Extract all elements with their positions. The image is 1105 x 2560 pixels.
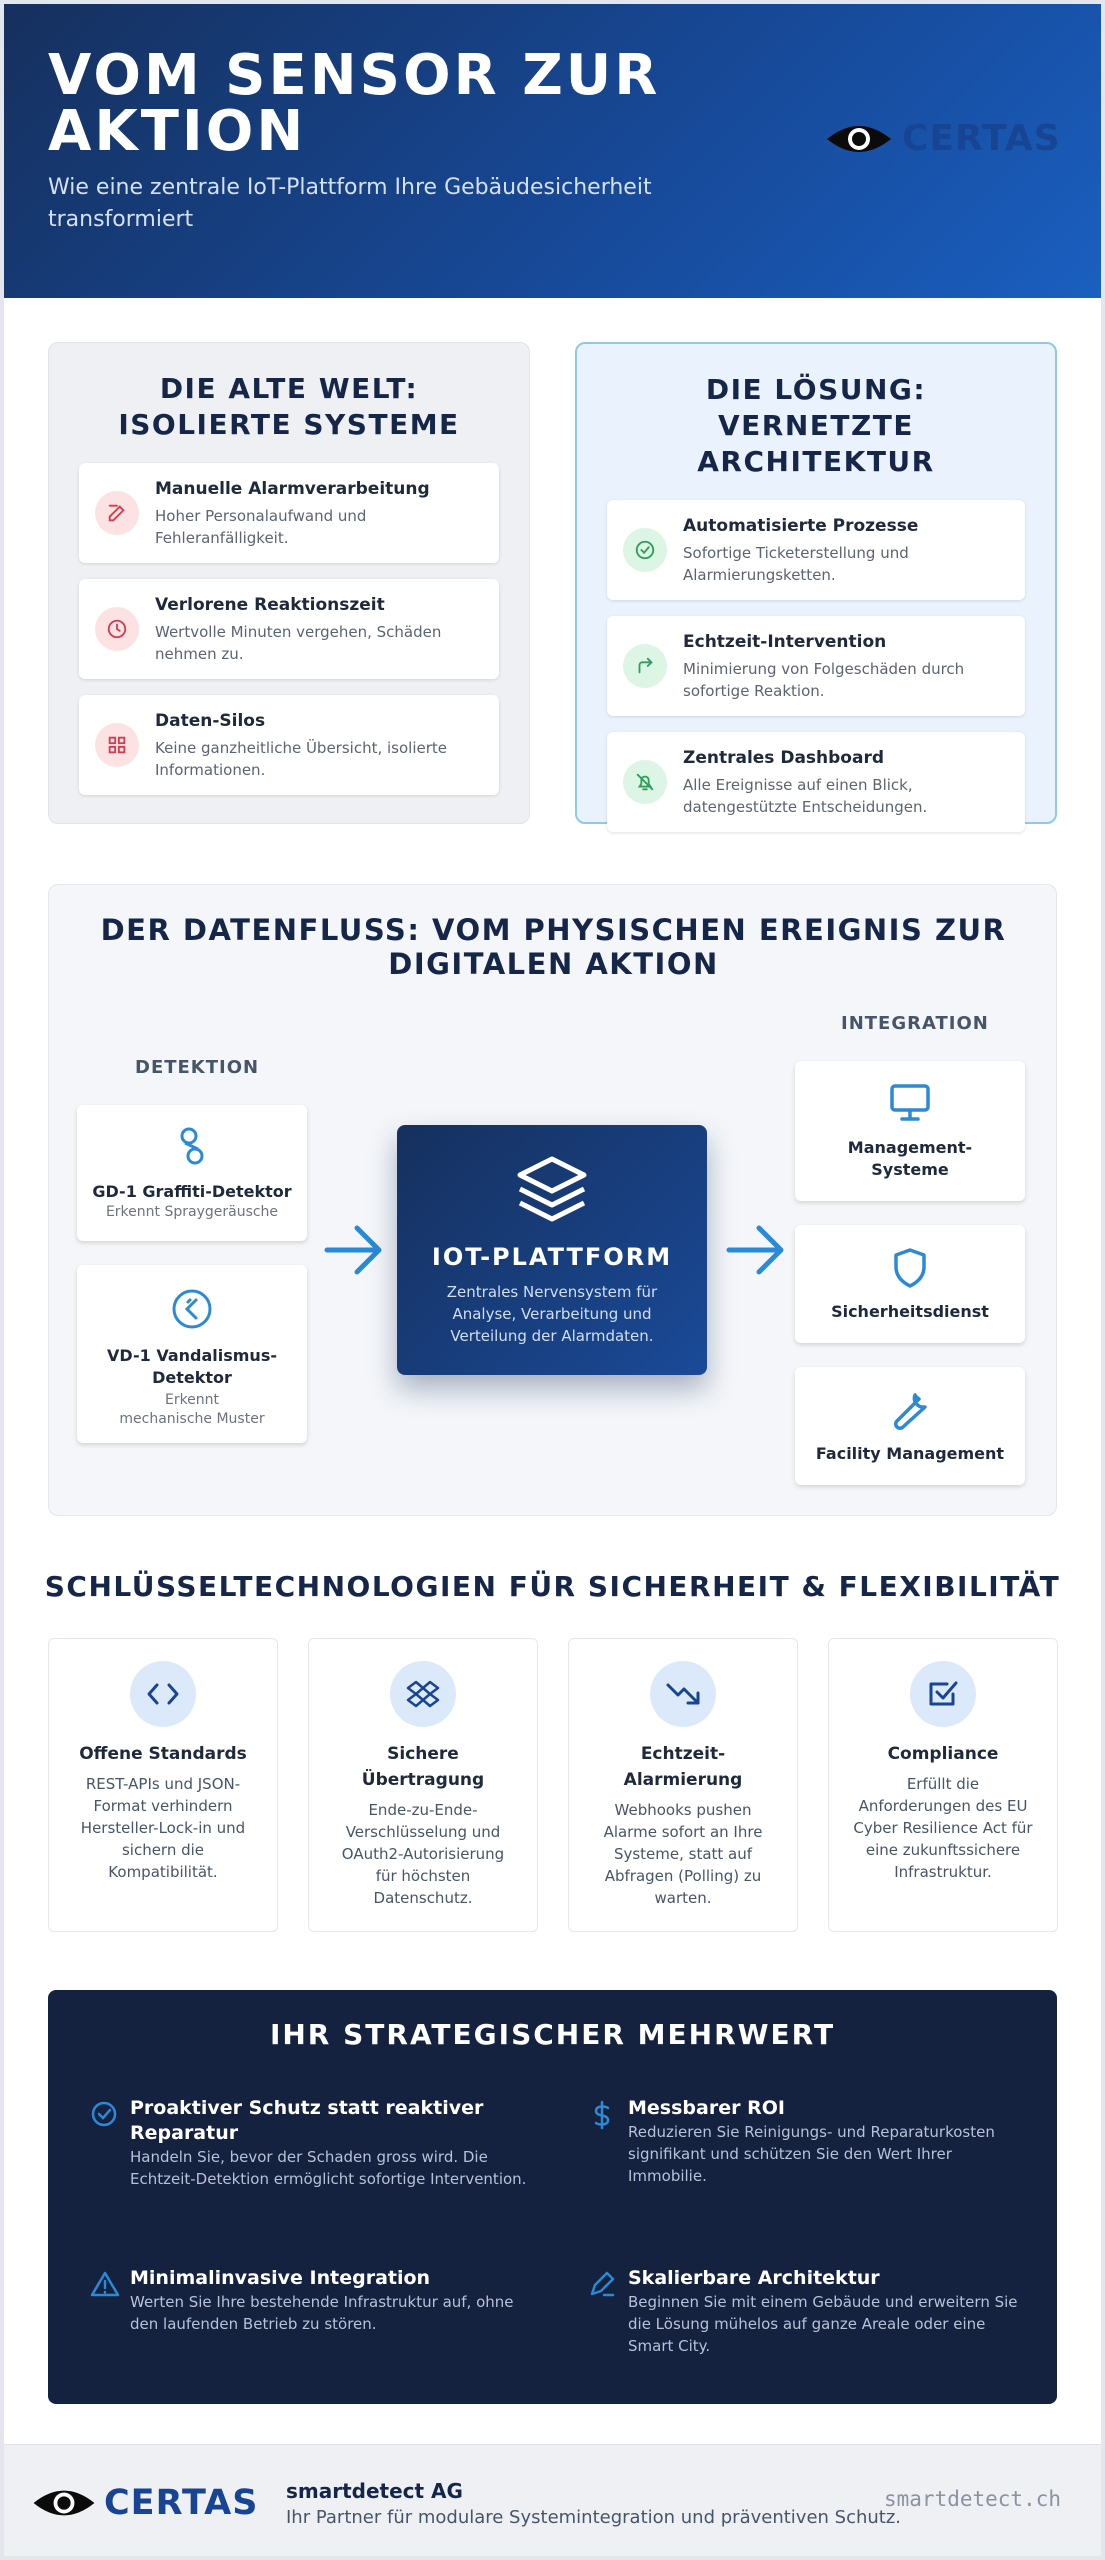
integration-label: INTEGRATION <box>841 1013 989 1034</box>
old-world-item <box>79 579 499 679</box>
detector-title: GD-1 Graffiti-Detektor <box>92 1182 292 1201</box>
code-icon <box>130 1661 196 1727</box>
tech-card <box>568 1638 798 1932</box>
tech-card-text: Erfüllt die Anforderungen des EU Cyber Resilience Act für eine zukunftssichere Infrastruktur. <box>853 1775 1033 1881</box>
integration-card <box>795 1061 1025 1201</box>
bell-off-icon <box>623 760 667 804</box>
integration-title: Sicherheitsdienst <box>831 1302 989 1321</box>
check-badge-icon <box>90 2100 118 2128</box>
check-circle-icon <box>623 528 667 572</box>
tech-title: SCHLÜSSELTECHNOLOGIEN FÜR SICHERHEIT & FLEXIBILITÄT <box>44 1570 1061 1603</box>
eye-icon <box>824 119 894 159</box>
brand-logo-text: CERTAS <box>902 118 1061 159</box>
hero-banner <box>4 4 1101 298</box>
item-title: Automatisierte Prozesse <box>683 516 919 536</box>
item-text: Keine ganzheitliche Übersicht, isolierte Informationen. <box>155 739 448 779</box>
vandalism-icon <box>170 1287 214 1331</box>
value-item-title: Minimalinvasive Integration <box>130 2267 431 2289</box>
value-item <box>90 2096 530 2190</box>
page-subtitle: Wie eine zentrale IoT-Plattform Ihre Gebäudesicherheit transformiert <box>48 175 652 232</box>
tech-card-text: Webhooks pushen Alarme sofort an Ihre Systeme, statt auf Abfragen (Polling) zu warten. <box>603 1801 763 1907</box>
solution-item <box>607 500 1025 600</box>
tech-card-title: Offene Standards <box>79 1744 247 1764</box>
solution-item <box>607 732 1025 832</box>
value-item-title: Skalierbare Architektur <box>628 2267 880 2289</box>
detection-label: DETEKTION <box>135 1057 260 1078</box>
item-text: Hoher Personalaufwand und Fehleranfälligkeit. <box>155 507 367 547</box>
value-item <box>588 2266 1028 2357</box>
detector-title: VD-1 Vandalismus-Detektor <box>107 1346 277 1387</box>
item-title: Manuelle Alarmverarbeitung <box>155 479 430 499</box>
item-title: Daten-Silos <box>155 711 266 731</box>
tech-card-title: Echtzeit-Alarmierung <box>623 1744 743 1790</box>
integration-card <box>795 1225 1025 1343</box>
spray-icon <box>174 1125 210 1169</box>
item-text: Minimierung von Folgeschäden durch sofortige Reaktion. <box>683 660 965 700</box>
solution-title: DIE LÖSUNG: VERNETZTE ARCHITEKTUR <box>697 373 935 478</box>
solution-panel <box>575 342 1057 824</box>
arrow-right-icon <box>725 1223 787 1277</box>
dataflow-section <box>48 884 1057 1516</box>
grid-icon <box>95 723 139 767</box>
item-title: Echtzeit-Intervention <box>683 632 887 652</box>
item-text: Sofortige Ticketerstellung und Alarmierungsketten. <box>683 544 909 584</box>
website-link[interactable]: smartdetect.ch <box>884 2487 1062 2511</box>
clock-icon <box>95 607 139 651</box>
layers-icon <box>516 1155 588 1223</box>
value-item-text: Handeln Sie, bevor der Schaden gross wird. Die Echtzeit-Detektion ermöglicht sofortige Intervention. <box>130 2148 527 2188</box>
item-title: Zentrales Dashboard <box>683 748 885 768</box>
edit-icon <box>95 491 139 535</box>
shield-icon <box>892 1247 928 1289</box>
dataflow-title: DER DATENFLUSS: VOM PHYSISCHEN EREIGNIS ZUR DIGITALEN AKTION <box>100 913 1007 981</box>
integration-card <box>795 1367 1025 1485</box>
wrench-icon <box>889 1389 931 1431</box>
company-tagline: Ihr Partner für modulare Systemintegration und präventiven Schutz. <box>286 2507 902 2528</box>
platform-text: Zentrales Nervensystem für Analyse, Verarbeitung und Verteilung der Alarmdaten. <box>446 1283 658 1345</box>
dollar-icon <box>588 2100 616 2130</box>
value-item <box>90 2266 530 2335</box>
pen-icon <box>588 2270 616 2298</box>
old-world-item <box>79 463 499 563</box>
tech-card <box>828 1638 1058 1932</box>
tech-card <box>308 1638 538 1932</box>
footer-logo <box>30 2483 258 2523</box>
eye-icon <box>30 2484 98 2522</box>
iot-platform-card <box>397 1125 707 1375</box>
infographic <box>4 4 1101 2556</box>
value-item-title: Proaktiver Schutz statt reaktiver Reparatur <box>130 2097 484 2144</box>
platform-title: IOT-PLATTFORM <box>431 1243 673 1271</box>
arrow-right-icon <box>323 1223 385 1277</box>
value-item-text: Beginnen Sie mit einem Gebäude und erweitern Sie die Lösung mühelos auf ganze Areale oder eine Smart City. <box>628 2293 1018 2355</box>
trend-down-icon <box>650 1661 716 1727</box>
old-world-title: DIE ALTE WELT: ISOLIERTE SYSTEME <box>118 372 460 441</box>
encryption-icon <box>390 1661 456 1727</box>
value-item-title: Messbarer ROI <box>628 2097 785 2119</box>
value-section <box>48 1990 1057 2404</box>
detector-text: Erkennt Spraygeräusche <box>105 1204 279 1220</box>
value-item <box>588 2096 1028 2187</box>
solution-item <box>607 616 1025 716</box>
item-text: Wertvolle Minuten vergehen, Schäden nehmen zu. <box>155 623 442 663</box>
tech-card-text: Ende-zu-Ende-Verschlüsselung und OAuth2-Autorisierung für höchsten Datenschutz. <box>341 1801 505 1907</box>
tech-card-text: REST-APIs und JSON-Format verhindern Hersteller-Lock-in und sichern die Kompatibilität. <box>80 1775 246 1881</box>
page-title: VOM SENSOR ZUR AKTION <box>48 43 661 164</box>
tech-card-title: Compliance <box>887 1744 999 1764</box>
old-world-panel <box>48 342 530 824</box>
value-item-text: Werten Sie Ihre bestehende Infrastruktur auf, ohne den laufenden Betrieb zu stören. <box>130 2293 514 2333</box>
monitor-icon <box>889 1083 931 1123</box>
detector-card <box>77 1265 307 1443</box>
redirect-arrow-icon <box>623 644 667 688</box>
detector-card <box>77 1105 307 1241</box>
brand-logo <box>824 118 1061 159</box>
warning-icon <box>90 2270 120 2298</box>
company-name: smartdetect AG <box>286 2479 463 2503</box>
checkbox-icon <box>910 1661 976 1727</box>
old-world-item <box>79 695 499 795</box>
value-item-text: Reduzieren Sie Reinigungs- und Reparaturkosten signifikant und schützen Sie den Wert Ihrer Immobilie. <box>628 2123 995 2185</box>
value-title: IHR STRATEGISCHER MEHRWERT <box>269 2018 836 2051</box>
tech-card <box>48 1638 278 1932</box>
integration-title: Facility Management <box>815 1444 1005 1463</box>
tech-card-title: Sichere Übertragung <box>361 1744 485 1790</box>
item-text: Alle Ereignisse auf einen Blick, datengestützte Entscheidungen. <box>683 776 928 816</box>
item-title: Verlorene Reaktionszeit <box>155 595 385 615</box>
detector-text: Erkennt mechanische Muster <box>119 1392 265 1427</box>
footer-logo-text: CERTAS <box>104 2483 259 2523</box>
integration-title: Management-Systeme <box>847 1138 973 1179</box>
footer <box>4 2444 1101 2556</box>
